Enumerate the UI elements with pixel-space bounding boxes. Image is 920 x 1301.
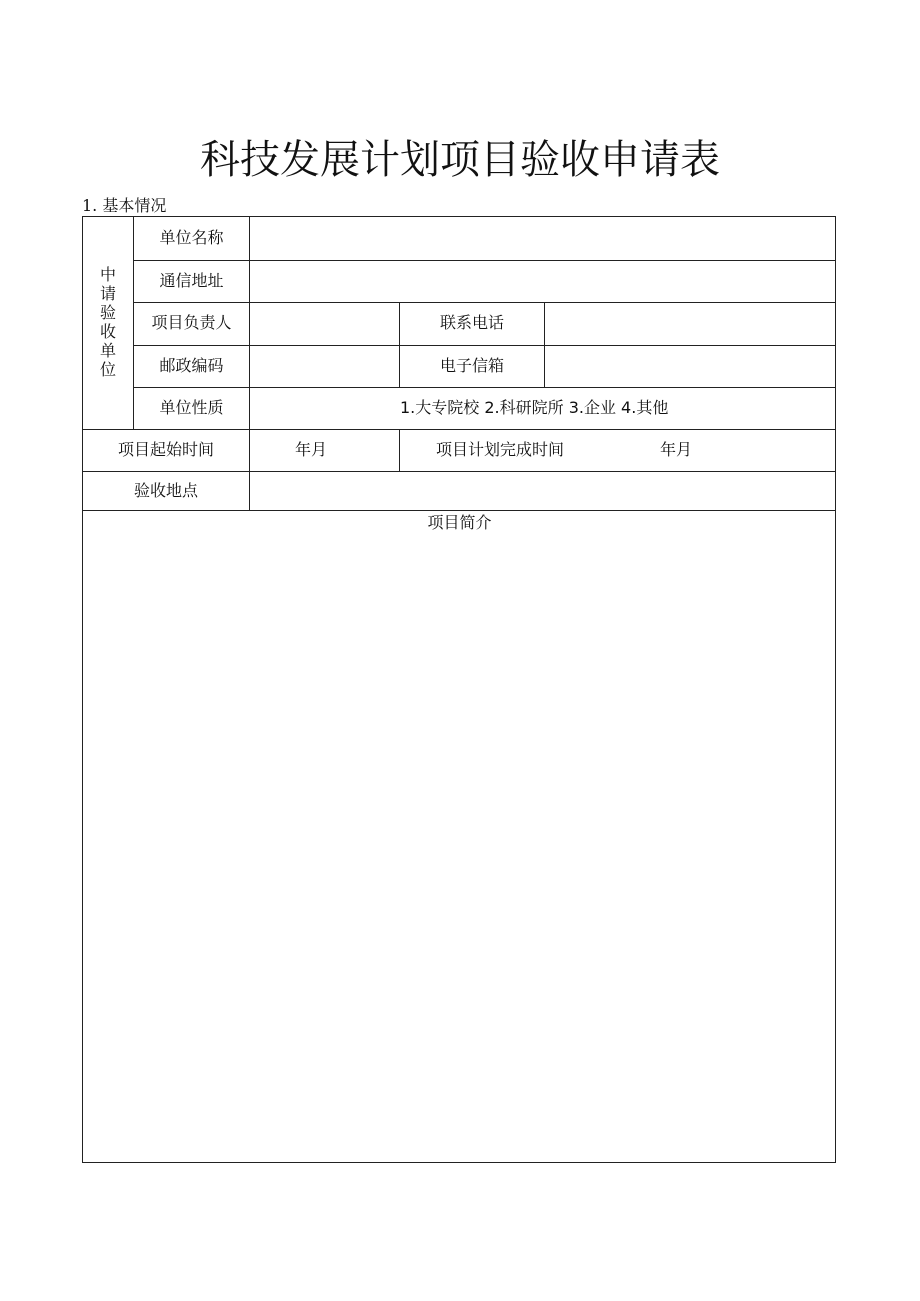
row-divider (133, 387, 836, 388)
phone-label: 联系电话 (439, 313, 504, 332)
row-divider (133, 345, 836, 346)
start-time-field[interactable]: 年月 (295, 440, 328, 459)
row-divider (83, 471, 836, 472)
applicant-group-label: 中 请 验 收 单 位 (99, 265, 116, 379)
application-form-table (82, 216, 836, 1163)
section-label: 1. 基本情况 (82, 196, 167, 215)
finish-time-label: 项目计划完成时间 (436, 440, 565, 459)
project-summary-label: 项目简介 (427, 513, 492, 532)
row-divider (133, 260, 836, 261)
postcode-label: 邮政编码 (159, 356, 224, 375)
start-time-label: 项目起始时间 (117, 440, 214, 459)
unit-nature-options[interactable]: 1.大专院校 2.科研院所 3.企业 4.其他 (400, 398, 669, 417)
column-divider (249, 217, 250, 510)
row-divider (83, 510, 836, 511)
acceptance-location-label: 验收地点 (133, 481, 198, 500)
project-summary-field[interactable] (91, 539, 828, 1155)
column-divider (399, 429, 400, 471)
unit-name-label: 单位名称 (159, 228, 224, 247)
address-label: 通信地址 (159, 271, 224, 290)
email-label: 电子信箱 (439, 356, 504, 375)
row-divider (83, 429, 836, 430)
unit-nature-label: 单位性质 (159, 398, 224, 417)
row-divider (133, 302, 836, 303)
finish-time-field[interactable]: 年月 (660, 440, 693, 459)
column-divider (544, 302, 545, 387)
project-leader-label: 项目负责人 (151, 313, 232, 332)
page-title: 科技发展计划项目验收申请表 (200, 137, 720, 183)
